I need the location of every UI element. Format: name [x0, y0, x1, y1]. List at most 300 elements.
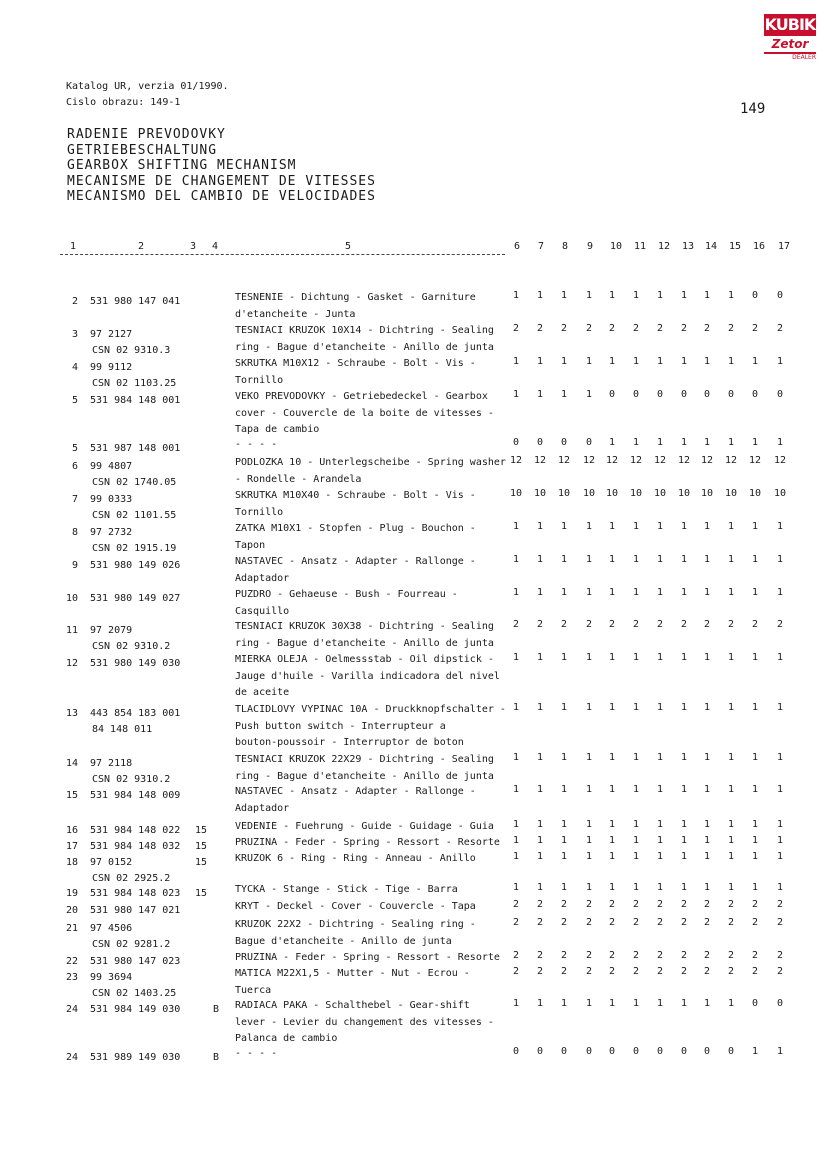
- position-number: 9: [72, 560, 79, 571]
- quantity-cell: 2: [608, 917, 616, 928]
- description-line: de aceite: [235, 687, 290, 698]
- quantity-cell: 0: [632, 1046, 640, 1057]
- quantity-cell: 2: [656, 950, 664, 961]
- quantity-cell: 10: [557, 488, 571, 499]
- quantity-cell: 0: [536, 1046, 544, 1057]
- column-3-value: 15: [195, 841, 208, 852]
- quantity-cell: 10: [677, 488, 691, 499]
- description-line: Jauge d'huile - Varilla indicadora del nivel: [235, 670, 500, 682]
- quantity-cell: 1: [656, 851, 664, 862]
- quantity-cell: 1: [727, 587, 735, 598]
- quantity-cell: 1: [585, 587, 593, 598]
- quantity-cell: 1: [727, 437, 735, 448]
- quantity-cell: 1: [776, 851, 784, 862]
- quantity-cell: 1: [585, 702, 593, 713]
- quantity-cell: 1: [656, 752, 664, 763]
- quantity-cell: 10: [653, 488, 667, 499]
- part-number: 531 980 147 023: [90, 956, 181, 967]
- quantity-cell: 1: [632, 356, 640, 367]
- quantity-cell: 1: [608, 752, 616, 763]
- quantity-cell: 1: [751, 652, 759, 663]
- quantity-cell: 1: [560, 521, 568, 532]
- quantity-cell: 1: [512, 521, 520, 532]
- logo-sub: Zetor: [764, 36, 816, 54]
- position-number: 18: [66, 857, 79, 868]
- quantity-cell: 0: [727, 1046, 735, 1057]
- position-number: 24: [66, 1004, 79, 1015]
- quantity-cell: 10: [582, 488, 596, 499]
- quantity-cell: 12: [557, 455, 571, 466]
- quantity-cell: 2: [536, 966, 544, 977]
- quantity-cell: 0: [512, 1046, 520, 1057]
- quantity-cell: 1: [560, 356, 568, 367]
- quantity-cell: 2: [751, 323, 759, 334]
- quantity-cell: 1: [536, 554, 544, 565]
- part-number: 531 984 148 001: [90, 395, 181, 406]
- quantity-cell: 2: [585, 966, 593, 977]
- position-number: 19: [66, 888, 79, 899]
- quantity-cell: 1: [512, 587, 520, 598]
- quantity-cell: 1: [751, 835, 759, 846]
- description-line: - - - -: [235, 439, 278, 450]
- standard-number: CSN 02 1103.25: [92, 378, 177, 389]
- quantity-cell: 1: [727, 521, 735, 532]
- quantity-cell: 2: [608, 966, 616, 977]
- quantity-cell: 1: [703, 882, 711, 893]
- quantity-cell: 2: [776, 966, 784, 977]
- quantity-cell: 1: [751, 752, 759, 763]
- quantity-cell: 1: [727, 882, 735, 893]
- quantity-cell: 2: [512, 619, 520, 630]
- quantity-cell: 0: [656, 389, 664, 400]
- quantity-cell: 1: [680, 702, 688, 713]
- column-header: 15: [729, 241, 742, 252]
- quantity-cell: 1: [608, 835, 616, 846]
- quantity-cell: 0: [776, 389, 784, 400]
- quantity-cell: 2: [585, 323, 593, 334]
- description-line: Push button switch - Interrupteur a: [235, 720, 446, 732]
- quantity-cell: 1: [512, 652, 520, 663]
- part-number: 531 980 149 027: [90, 593, 181, 604]
- quantity-cell: 0: [751, 998, 759, 1009]
- quantity-cell: 1: [536, 819, 544, 830]
- quantity-cell: 1: [656, 356, 664, 367]
- quantity-cell: 12: [653, 455, 667, 466]
- quantity-cell: 1: [512, 819, 520, 830]
- part-number: 531 984 148 009: [90, 790, 181, 801]
- description-line: ring - Bague d'etancheite - Anillo de junta: [235, 770, 494, 782]
- quantity-cell: 1: [656, 587, 664, 598]
- quantity-cell: 1: [680, 784, 688, 795]
- quantity-cell: 12: [605, 455, 619, 466]
- quantity-cell: 2: [560, 917, 568, 928]
- quantity-cell: 1: [585, 998, 593, 1009]
- quantity-cell: 2: [656, 619, 664, 630]
- quantity-cell: 1: [536, 290, 544, 301]
- description-line: RADIACA PAKA - Schalthebel - Gear-shift: [235, 1000, 470, 1011]
- quantity-cell: 1: [585, 521, 593, 532]
- quantity-cell: 1: [680, 882, 688, 893]
- position-number: 2: [72, 296, 79, 307]
- description-line: PRUZINA - Feder - Spring - Ressort - Resorte: [235, 952, 500, 963]
- quantity-cell: 1: [727, 702, 735, 713]
- quantity-cell: 10: [509, 488, 523, 499]
- quantity-cell: 0: [608, 1046, 616, 1057]
- quantity-cell: 1: [727, 998, 735, 1009]
- quantity-cell: 1: [751, 882, 759, 893]
- column-header: 3: [190, 241, 197, 252]
- description-line: lever - Levier du changement des vitesses -: [235, 1016, 494, 1028]
- position-number: 15: [66, 790, 79, 801]
- description-line: Adaptador: [235, 572, 290, 584]
- description-line: d'etancheite - Junta: [235, 308, 356, 320]
- quantity-cell: 2: [727, 619, 735, 630]
- quantity-cell: 1: [656, 290, 664, 301]
- standard-number: CSN 02 9310.3: [92, 345, 171, 356]
- quantity-cell: 12: [748, 455, 762, 466]
- description-line: KRUZOK 6 - Ring - Ring - Anneau - Anillo: [235, 853, 476, 864]
- part-number: 97 2118: [90, 758, 133, 769]
- quantity-cell: 0: [751, 290, 759, 301]
- part-number: 531 980 149 026: [90, 560, 181, 571]
- column-header: 10: [610, 241, 623, 252]
- quantity-cell: 2: [632, 323, 640, 334]
- description-line: TLACIDLOVY VYPINAC 10A - Druckknopfschalter -: [235, 704, 506, 715]
- quantity-cell: 1: [776, 356, 784, 367]
- description-line: TESNIACI KRUZOK 30X38 - Dichtring - Sealing: [235, 621, 494, 632]
- description-line: SKRUTKA M10X12 - Schraube - Bolt - Vis -: [235, 358, 476, 369]
- quantity-cell: 2: [727, 966, 735, 977]
- quantity-cell: 1: [776, 652, 784, 663]
- quantity-cell: 2: [703, 966, 711, 977]
- position-number: 21: [66, 923, 79, 934]
- standard-number: CSN 02 2925.2: [92, 873, 171, 884]
- quantity-cell: 1: [680, 998, 688, 1009]
- quantity-cell: 12: [700, 455, 714, 466]
- quantity-cell: 1: [512, 998, 520, 1009]
- quantity-cell: 0: [608, 389, 616, 400]
- quantity-cell: 1: [536, 882, 544, 893]
- description-line: Tapa de cambio: [235, 424, 320, 435]
- title-line: RADENIE PREVODOVKY: [67, 127, 226, 142]
- position-number: 14: [66, 758, 79, 769]
- quantity-cell: 1: [536, 752, 544, 763]
- description-line: SKRUTKA M10X40 - Schraube - Bolt - Vis -: [235, 490, 476, 501]
- quantity-cell: 2: [680, 950, 688, 961]
- quantity-cell: 1: [776, 882, 784, 893]
- quantity-cell: 1: [656, 784, 664, 795]
- quantity-cell: 1: [680, 752, 688, 763]
- description-line: Tapon: [235, 539, 266, 551]
- quantity-cell: 1: [536, 356, 544, 367]
- part-number: 531 984 148 023: [90, 888, 181, 899]
- quantity-cell: 1: [608, 554, 616, 565]
- quantity-cell: 2: [680, 619, 688, 630]
- quantity-cell: 1: [751, 587, 759, 598]
- quantity-cell: 1: [608, 290, 616, 301]
- quantity-cell: 0: [703, 1046, 711, 1057]
- quantity-cell: 1: [536, 851, 544, 862]
- position-number: 24: [66, 1052, 79, 1063]
- quantity-cell: 1: [680, 437, 688, 448]
- title-line: GETRIEBESCHALTUNG: [67, 142, 218, 158]
- brand-logo: [764, 14, 816, 60]
- column-4-value: B: [213, 1052, 220, 1063]
- header-divider: [60, 254, 505, 255]
- quantity-cell: 2: [512, 917, 520, 928]
- quantity-cell: 2: [512, 950, 520, 961]
- quantity-cell: 2: [727, 899, 735, 910]
- quantity-cell: 1: [560, 290, 568, 301]
- quantity-cell: 1: [632, 998, 640, 1009]
- quantity-cell: 10: [533, 488, 547, 499]
- quantity-cell: 2: [776, 619, 784, 630]
- quantity-cell: 1: [776, 835, 784, 846]
- description-line: MATICA M22X1,5 - Mutter - Nut - Ecrou -: [235, 968, 470, 979]
- quantity-cell: 0: [560, 1046, 568, 1057]
- column-header: 4: [212, 241, 219, 252]
- quantity-cell: 1: [680, 652, 688, 663]
- part-number: 97 2079: [90, 625, 133, 636]
- quantity-cell: 2: [608, 619, 616, 630]
- description-line: VEDENIE - Fuehrung - Guide - Guidage - Guia: [235, 821, 494, 832]
- quantity-cell: 1: [512, 784, 520, 795]
- quantity-cell: 2: [560, 950, 568, 961]
- quantity-cell: 1: [632, 702, 640, 713]
- quantity-cell: 0: [680, 389, 688, 400]
- quantity-cell: 1: [632, 819, 640, 830]
- standard-number: CSN 02 1101.55: [92, 510, 177, 521]
- quantity-cell: 1: [560, 835, 568, 846]
- quantity-cell: 10: [605, 488, 619, 499]
- quantity-cell: 10: [700, 488, 714, 499]
- part-number: 97 0152: [90, 857, 133, 868]
- position-number: 4: [72, 362, 79, 373]
- position-number: 5: [72, 443, 79, 454]
- title-line: GEARBOX SHIFTING MECHANISM: [67, 158, 297, 173]
- column-header: 9: [587, 241, 594, 252]
- quantity-cell: 1: [703, 819, 711, 830]
- part-number: 531 989 149 030: [90, 1052, 181, 1063]
- quantity-cell: 1: [776, 521, 784, 532]
- quantity-cell: 2: [560, 323, 568, 334]
- description-line: TESNENIE - Dichtung - Gasket - Garniture: [235, 292, 476, 303]
- part-number: 443 854 183 001: [90, 708, 181, 719]
- quantity-cell: 2: [751, 950, 759, 961]
- quantity-cell: 2: [632, 917, 640, 928]
- quantity-cell: 2: [680, 917, 688, 928]
- quantity-cell: 1: [536, 521, 544, 532]
- quantity-cell: 1: [656, 702, 664, 713]
- quantity-cell: 10: [629, 488, 643, 499]
- column-header: 13: [682, 241, 695, 252]
- standard-number: CSN 02 9310.2: [92, 774, 171, 785]
- quantity-cell: 2: [776, 950, 784, 961]
- quantity-cell: 2: [608, 950, 616, 961]
- quantity-cell: 1: [632, 554, 640, 565]
- quantity-cell: 0: [680, 1046, 688, 1057]
- quantity-cell: 1: [656, 554, 664, 565]
- quantity-cell: 1: [585, 752, 593, 763]
- quantity-cell: 1: [727, 356, 735, 367]
- catalog-line: Katalog UR, verzia 01/1990.: [66, 81, 229, 92]
- quantity-cell: 1: [703, 752, 711, 763]
- quantity-cell: 1: [776, 1046, 784, 1057]
- position-number: 10: [66, 593, 79, 604]
- quantity-cell: 1: [632, 652, 640, 663]
- quantity-cell: 1: [703, 998, 711, 1009]
- quantity-cell: 1: [608, 784, 616, 795]
- quantity-cell: 1: [751, 437, 759, 448]
- quantity-cell: 2: [632, 966, 640, 977]
- quantity-cell: 1: [560, 784, 568, 795]
- quantity-cell: 1: [560, 998, 568, 1009]
- quantity-cell: 1: [656, 652, 664, 663]
- quantity-cell: 1: [585, 554, 593, 565]
- quantity-cell: 1: [632, 752, 640, 763]
- quantity-cell: 0: [727, 389, 735, 400]
- description-line: ring - Bague d'etancheite - Anillo de junta: [235, 637, 494, 649]
- description-line: bouton-poussoir - Interruptor de boton: [235, 737, 464, 748]
- description-line: PRUZINA - Feder - Spring - Ressort - Resorte: [235, 837, 500, 848]
- quantity-cell: 2: [656, 917, 664, 928]
- column-header: 8: [562, 241, 569, 252]
- quantity-cell: 1: [703, 356, 711, 367]
- quantity-cell: 1: [656, 819, 664, 830]
- column-3-value: 15: [195, 857, 208, 868]
- quantity-cell: 1: [656, 437, 664, 448]
- quantity-cell: 2: [536, 619, 544, 630]
- quantity-cell: 2: [656, 966, 664, 977]
- quantity-cell: 1: [536, 702, 544, 713]
- quantity-cell: 1: [727, 784, 735, 795]
- quantity-cell: 1: [776, 784, 784, 795]
- quantity-cell: 2: [727, 323, 735, 334]
- description-line: Tornillo: [235, 374, 284, 386]
- description-line: TYCKA - Stange - Stick - Tige - Barra: [235, 884, 458, 895]
- description-line: - - - -: [235, 1048, 278, 1059]
- quantity-cell: 0: [560, 437, 568, 448]
- quantity-cell: 1: [727, 752, 735, 763]
- column-header: 14: [705, 241, 718, 252]
- quantity-cell: 1: [727, 835, 735, 846]
- column-header: 5: [345, 241, 352, 252]
- quantity-cell: 1: [776, 702, 784, 713]
- description-line: Casquillo: [235, 605, 290, 617]
- position-number: 11: [66, 625, 79, 636]
- quantity-cell: 2: [536, 899, 544, 910]
- quantity-cell: 1: [632, 784, 640, 795]
- description-line: Tornillo: [235, 506, 284, 518]
- column-header: 17: [778, 241, 791, 252]
- column-header: 7: [538, 241, 545, 252]
- quantity-cell: 1: [608, 587, 616, 598]
- description-line: ZATKA M10X1 - Stopfen - Plug - Bouchon -: [235, 523, 476, 534]
- quantity-cell: 1: [632, 587, 640, 598]
- quantity-cell: 2: [608, 323, 616, 334]
- quantity-cell: 2: [512, 899, 520, 910]
- position-number: 7: [72, 494, 79, 505]
- quantity-cell: 2: [680, 323, 688, 334]
- part-number: 531 980 147 021: [90, 905, 181, 916]
- quantity-cell: 1: [776, 819, 784, 830]
- quantity-cell: 2: [585, 917, 593, 928]
- title-line: MECANISMO DEL CAMBIO DE VELOCIDADES: [67, 189, 376, 204]
- quantity-cell: 1: [536, 835, 544, 846]
- position-number: 13: [66, 708, 79, 719]
- column-header: 6: [514, 241, 521, 252]
- quantity-cell: 2: [632, 899, 640, 910]
- description-line: PODLOZKA 10 - Unterlegscheibe - Spring washer: [235, 457, 506, 468]
- standard-number: CSN 02 1740.05: [92, 477, 177, 488]
- description-line: Bague d'etancheite - Anillo de junta: [235, 935, 452, 947]
- quantity-cell: 1: [776, 587, 784, 598]
- quantity-cell: 1: [585, 851, 593, 862]
- quantity-cell: 2: [512, 966, 520, 977]
- quantity-cell: 2: [751, 966, 759, 977]
- part-number: 531 984 149 030: [90, 1004, 181, 1015]
- column-header: 1: [70, 241, 77, 252]
- quantity-cell: 1: [751, 356, 759, 367]
- quantity-cell: 1: [656, 521, 664, 532]
- quantity-cell: 2: [680, 966, 688, 977]
- quantity-cell: 1: [512, 554, 520, 565]
- quantity-cell: 1: [560, 587, 568, 598]
- quantity-cell: 2: [751, 899, 759, 910]
- quantity-cell: 2: [512, 323, 520, 334]
- quantity-cell: 1: [536, 587, 544, 598]
- quantity-cell: 2: [536, 917, 544, 928]
- quantity-cell: 2: [656, 323, 664, 334]
- description-line: MIERKA OLEJA - Oelmessstab - Oil dipstick -: [235, 654, 494, 665]
- position-number: 8: [72, 527, 79, 538]
- position-number: 6: [72, 461, 79, 472]
- part-number: 531 984 148 022: [90, 825, 181, 836]
- quantity-cell: 1: [585, 819, 593, 830]
- quantity-cell: 2: [703, 917, 711, 928]
- standard-number: CSN 02 9281.2: [92, 939, 171, 950]
- quantity-cell: 2: [585, 899, 593, 910]
- quantity-cell: 1: [585, 356, 593, 367]
- quantity-cell: 1: [751, 521, 759, 532]
- description-line: VEKO PREVODOVKY - Getriebedeckel - Gearbox: [235, 391, 488, 402]
- quantity-cell: 12: [773, 455, 787, 466]
- quantity-cell: 1: [703, 554, 711, 565]
- quantity-cell: 0: [585, 1046, 593, 1057]
- part-number: 97 4506: [90, 923, 133, 934]
- position-number: 23: [66, 972, 79, 983]
- description-line: PUZDRO - Gehaeuse - Bush - Fourreau -: [235, 589, 458, 600]
- quantity-cell: 1: [656, 835, 664, 846]
- quantity-cell: 1: [585, 882, 593, 893]
- description-line: cover - Couvercle de la boite de vitesses -: [235, 407, 494, 419]
- quantity-cell: 2: [656, 899, 664, 910]
- quantity-cell: 1: [536, 652, 544, 663]
- part-number: 531 987 148 001: [90, 443, 181, 454]
- quantity-cell: 1: [751, 784, 759, 795]
- quantity-cell: 1: [656, 882, 664, 893]
- position-number: 3: [72, 329, 79, 340]
- quantity-cell: 1: [608, 819, 616, 830]
- quantity-cell: 0: [776, 290, 784, 301]
- position-number: 12: [66, 658, 79, 669]
- description-line: KRUZOK 22X2 - Dichtring - Sealing ring -: [235, 919, 476, 930]
- quantity-cell: 1: [560, 389, 568, 400]
- quantity-cell: 1: [632, 851, 640, 862]
- quantity-cell: 1: [585, 290, 593, 301]
- quantity-cell: 1: [585, 652, 593, 663]
- position-number: 22: [66, 956, 79, 967]
